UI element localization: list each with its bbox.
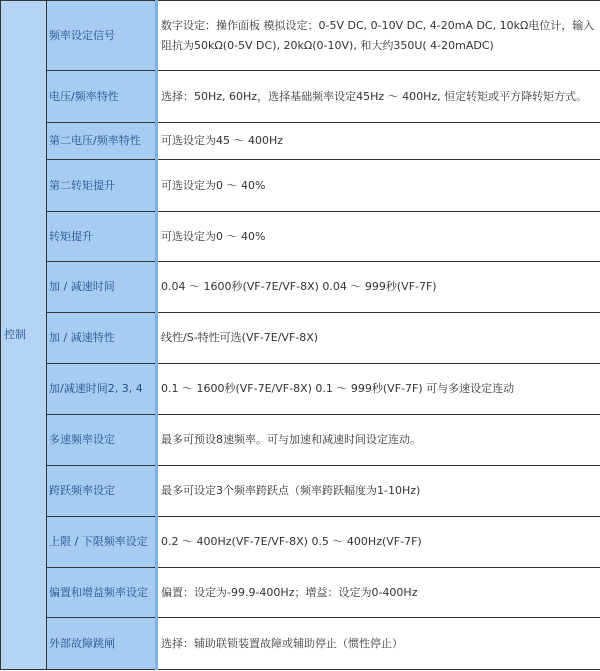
param-name: 频率设定信号: [47, 1, 157, 71]
table-row: [1, 517, 600, 568]
param-name: 上限 / 下限频率设定: [47, 517, 157, 568]
param-name: 加/减速时间2, 3, 4: [47, 364, 157, 415]
param-value: 偏置：设定为-99.9-400Hz；增益：设定为0-400Hz: [157, 568, 600, 618]
param-value: 线性/S-特性可选(VF-7E/VF-8X): [157, 313, 600, 364]
category-cell: 控制: [1, 1, 47, 670]
param-value: 可选设定为45 ～ 400Hz: [157, 123, 600, 160]
param-value: 数字设定：操作面板 模拟设定：0-5V DC, 0-10V DC, 4-20mA DC, 10kΩ电位计，输入阻抗为50kΩ(0-5V DC), 20kΩ(0-10V), 和大约350U( 4-20mADC): [157, 1, 600, 71]
table-row: [1, 212, 600, 262]
table-row: [1, 160, 600, 212]
table-row: [1, 364, 600, 415]
param-value: 选择：50Hz, 60Hz，选择基础频率设定45Hz ～ 400Hz, 恒定转矩或平方降转矩方式。: [157, 71, 600, 123]
table-row: [1, 123, 600, 160]
table-row: [1, 568, 600, 618]
param-value: 0.2 ～ 400Hz(VF-7E/VF-8X) 0.5 ～ 400Hz(VF-7F): [157, 517, 600, 568]
param-name: 电压/频率特性: [47, 71, 157, 123]
param-name: 多速频率设定: [47, 415, 157, 466]
param-name: 加 / 减速时间: [47, 262, 157, 313]
param-value: 可选设定为0 ～ 40%: [157, 160, 600, 212]
param-name: 转矩提升: [47, 212, 157, 262]
param-value: 可选设定为0 ～ 40%: [157, 212, 600, 262]
param-name: 外部故障跳闸: [47, 618, 157, 670]
param-name: 偏置和增益频率设定: [47, 568, 157, 618]
param-name: 跨跃频率设定: [47, 466, 157, 517]
param-name: 第二转矩提升: [47, 160, 157, 212]
table-row: [1, 1, 600, 71]
table-row: [1, 415, 600, 466]
param-value: 0.1 ～ 1600秒(VF-7E/VF-8X) 0.1 ～ 999秒(VF-7F) 可与多速设定连动: [157, 364, 600, 415]
param-value: 0.04 ～ 1600秒(VF-7E/VF-8X) 0.04 ～ 999秒(VF-7F): [157, 262, 600, 313]
table-row: [1, 71, 600, 123]
table-row: [1, 313, 600, 364]
param-name: 加 / 减速特性: [47, 313, 157, 364]
table-row: [1, 618, 600, 670]
table-row: [1, 466, 600, 517]
table-row: [1, 262, 600, 313]
param-value: 选择：辅助联锁装置故障或辅助停止（惯性停止）: [157, 618, 600, 670]
param-name: 第二电压/频率特性: [47, 123, 157, 160]
param-value: 最多可预设8速频率。可与加速和减速时间设定连动。: [157, 415, 600, 466]
param-value: 最多可设定3个频率跨跃点（频率跨跃幅度为1-10Hz): [157, 466, 600, 517]
